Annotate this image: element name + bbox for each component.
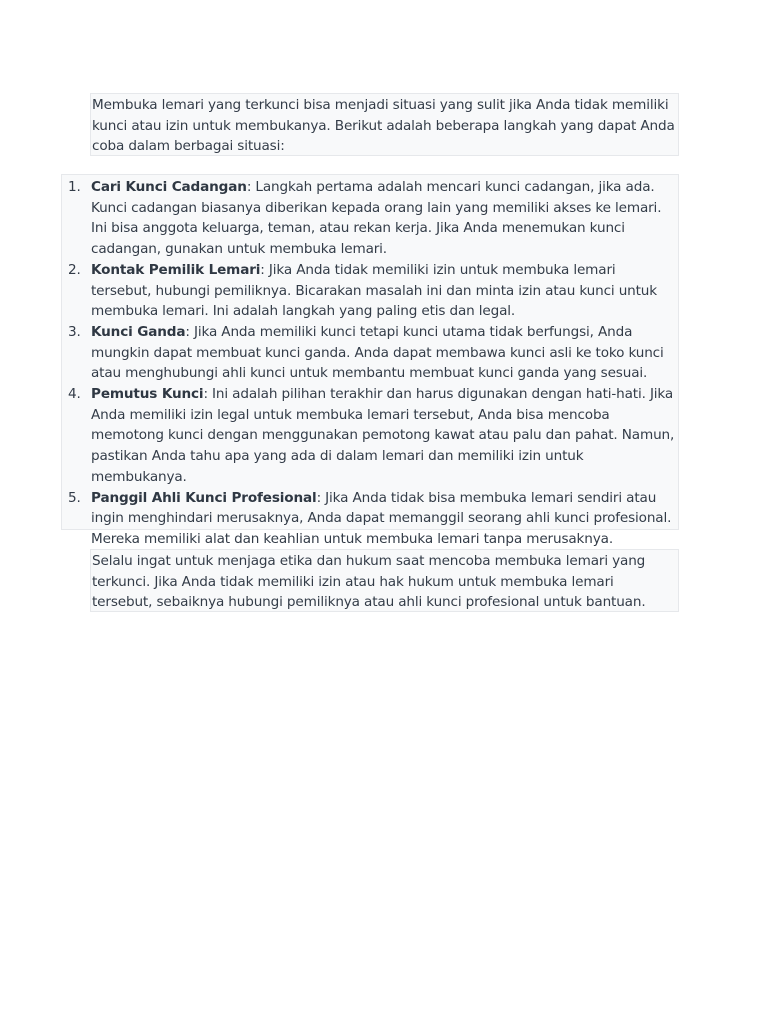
list-item-title: Kunci Ganda	[91, 323, 186, 340]
list-item-title: Pemutus Kunci	[91, 386, 204, 403]
list-item-text: : Jika Anda memiliki kunci tetapi kunci utama tidak berfungsi, Anda mungkin dapat membuat kunci ganda. Anda dapat membawa kunci asli ke toko kunci atau menghubungi ahli kunci untuk membantu membuat kunci ganda yang sesuai.	[91, 323, 664, 382]
list-item-text: : Jika Anda tidak bisa membuka lemari sendiri atau ingin menghindari merusaknya, Anda dapat memanggil seorang ahli kunci profesional. Mereka memiliki alat dan keahlian untuk membuka lemari tanpa merusaknya.	[91, 489, 672, 547]
steps-list	[62, 177, 678, 550]
list-item-number: 2.	[68, 261, 81, 278]
list-item-title: Panggil Ahli Kunci Profesional	[91, 489, 317, 506]
list-item	[62, 177, 678, 260]
list-item-text: : Langkah pertama adalah mencari kunci cadangan, jika ada. Kunci cadangan biasanya diberikan kepada orang lain yang memiliki akses ke lemari. Ini bisa anggota keluarga, teman, atau rekan kerja. Jika Anda menemukan kunci cadangan, gunakan untuk membuka lemari.	[91, 179, 662, 258]
intro-paragraph: Membuka lemari yang terkunci bisa menjadi situasi yang sulit jika Anda tidak memiliki kunci atau izin untuk membukanya. Berikut adalah beberapa langkah yang dapat Anda coba dalam berbagai situasi:	[92, 97, 675, 155]
list-item-number: 5.	[68, 489, 81, 506]
list-item-text: : Ini adalah pilihan terakhir dan harus digunakan dengan hati-hati. Jika Anda memiliki izin legal untuk membuka lemari tersebut, Anda bisa mencoba memotong kunci dengan menggunakan pemotong kawat atau palu dan pahat. Namun, pastikan Anda tahu apa yang ada di dalam lemari dan memiliki izin untuk membukanya.	[91, 386, 675, 485]
list-item-title: Kontak Pemilik Lemari	[91, 261, 261, 278]
steps-list-block	[61, 174, 679, 547]
outro-paragraph: Selalu ingat untuk menjaga etika dan hukum saat mencoba membuka lemari yang terkunci. Jika Anda tidak memiliki izin atau hak hukum untuk membuka lemari tersebut, sebaiknya hubungi pemiliknya atau ahli kunci profesional untuk bantuan.	[92, 553, 646, 611]
list-item-number: 3.	[68, 323, 81, 340]
list-item	[62, 260, 678, 322]
outro-paragraph-block	[90, 549, 679, 612]
list-item-text: : Jika Anda tidak memiliki izin untuk membuka lemari tersebut, hubungi pemiliknya. Bicarakan masalah ini dan minta izin atau kunci untuk membuka lemari. Ini adalah langkah yang paling etis dan legal.	[91, 261, 657, 320]
list-item-number: 4.	[68, 386, 81, 403]
list-item	[62, 488, 678, 550]
intro-paragraph-block	[90, 93, 679, 156]
list-item	[62, 384, 678, 488]
list-item	[62, 322, 678, 384]
list-item-number: 1.	[68, 179, 81, 195]
list-item-title: Cari Kunci Cadangan	[91, 179, 247, 195]
